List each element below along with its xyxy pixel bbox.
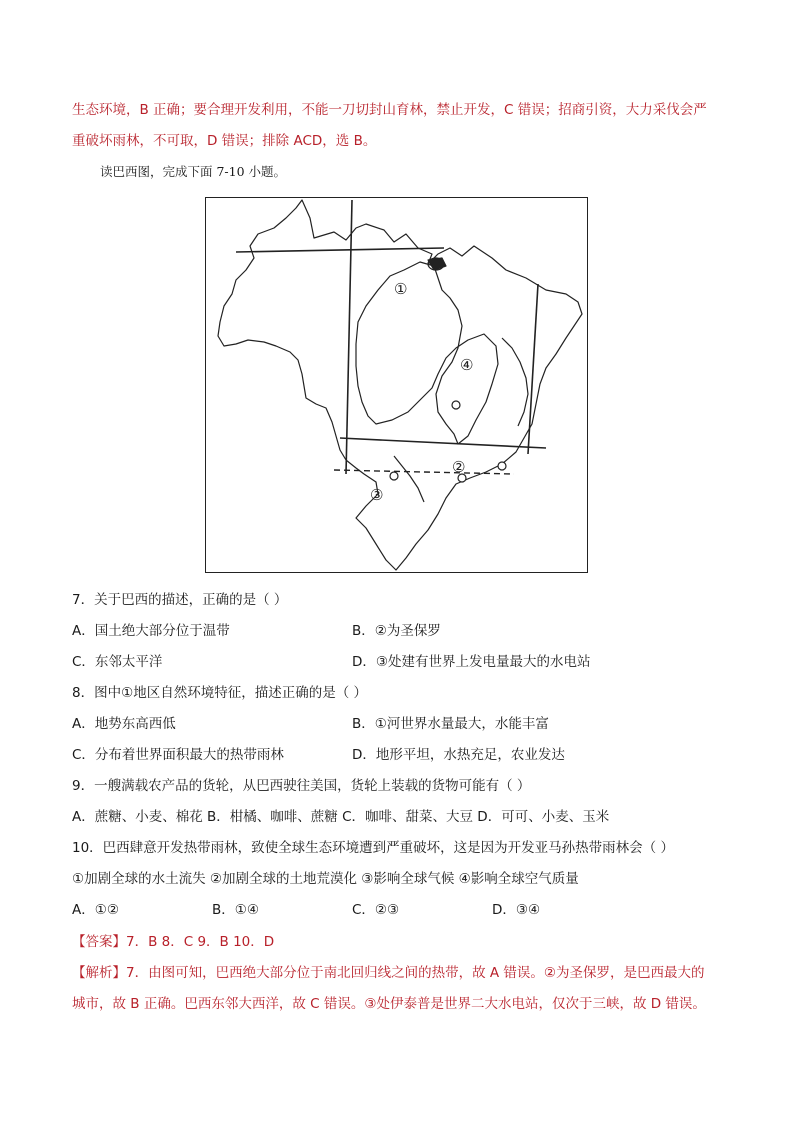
brazil-map [205,197,588,573]
question-7-option-d: D．③处建有世界上发电量最大的水电站 [352,654,591,670]
inner-river-outline [356,262,498,444]
eastern-river [502,338,528,426]
equator-line [236,248,444,252]
analysis-label: 【解析】 [72,965,126,981]
brazil-map-drawing [206,198,587,572]
question-8-stem: 8．图中①地区自然环境特征，描述正确的是（ ） [72,685,367,701]
question-7-option-b: B．②为圣保罗 [352,623,441,639]
question-10-option-a: A．①② [72,902,119,918]
marker-4: ④ [460,356,474,374]
question-10-stem: 10．巴西肆意开发热带雨林，致使全球生态环境遭到严重破坏，这是因为开发亚马孙热带雨林会（ ） [72,840,674,856]
tropic-line [340,438,546,448]
analysis-line-2: 城市，故 B 正确。巴西东邻大西洋，故 C 错误。③处伊泰普是世界二大水电站，仅次于三峡，故 D 错误。 [72,996,706,1012]
brasilia-circle [452,401,460,409]
itaipu-circle [390,472,398,480]
question-10-items: ①加剧全球的水土流失 ②加剧全球的土地荒漠化 ③影响全球气候 ④影响全球空气质量 [72,871,579,887]
left-meridian [346,200,352,474]
marker-2: ② [452,458,466,476]
question-7-option-a: A．国土绝大部分位于温带 [72,623,230,639]
question-7-stem: 7．关于巴西的描述，正确的是（ ） [72,592,288,608]
question-10-option-b: B．①④ [212,902,259,918]
question-9-stem: 9．一艘满载农产品的货轮，从巴西驶往美国，货轮上装载的货物可能有（ ） [72,778,531,794]
rio-circle [498,462,506,470]
right-meridian [528,284,538,454]
question-8-option-d: D．地形平坦，水热充足，农业发达 [352,747,565,763]
question-8-option-c: C．分布着世界面积最大的热带雨林 [72,747,284,763]
marker-1: ① [394,280,408,298]
answer-line [72,932,274,952]
answer-label: 【答案】 [72,934,126,950]
answer-text: 7．B 8．C 9．B 10．D [126,934,275,950]
marker-3: ③ [370,486,384,504]
question-8-option-a: A．地势东高西低 [72,716,176,732]
map-intro: 读巴西图，完成下面 7-10 小题。 [100,164,287,179]
question-10-option-c: C．②③ [352,902,400,918]
question-8-option-b: B．①河世界水量最大，水能丰富 [352,716,549,732]
analysis-line-1 [72,963,705,983]
southern-river [394,456,424,502]
previous-analysis-line-1: 生态环境，B 正确；要合理开发利用，不能一刀切封山育林，禁止开发，C 错误；招商引资，大力采伐会严 [72,102,707,118]
question-10-option-d: D．③④ [492,902,541,918]
previous-analysis-line-2: 重破坏雨林，不可取，D 错误；排除 ACD，选 B。 [72,133,377,149]
question-9-options: A．蔗糖、小麦、棉花 B．柑橘、咖啡、蔗糖 C．咖啡、甜菜、大豆 D．可可、小麦、玉米 [72,809,610,825]
question-7-option-c: C．东邻太平洋 [72,654,163,670]
analysis-text-1: 7．由图可知，巴西绝大部分位于南北回归线之间的热带，故 A 错误。②为圣保罗，是巴西最大的 [126,965,705,981]
